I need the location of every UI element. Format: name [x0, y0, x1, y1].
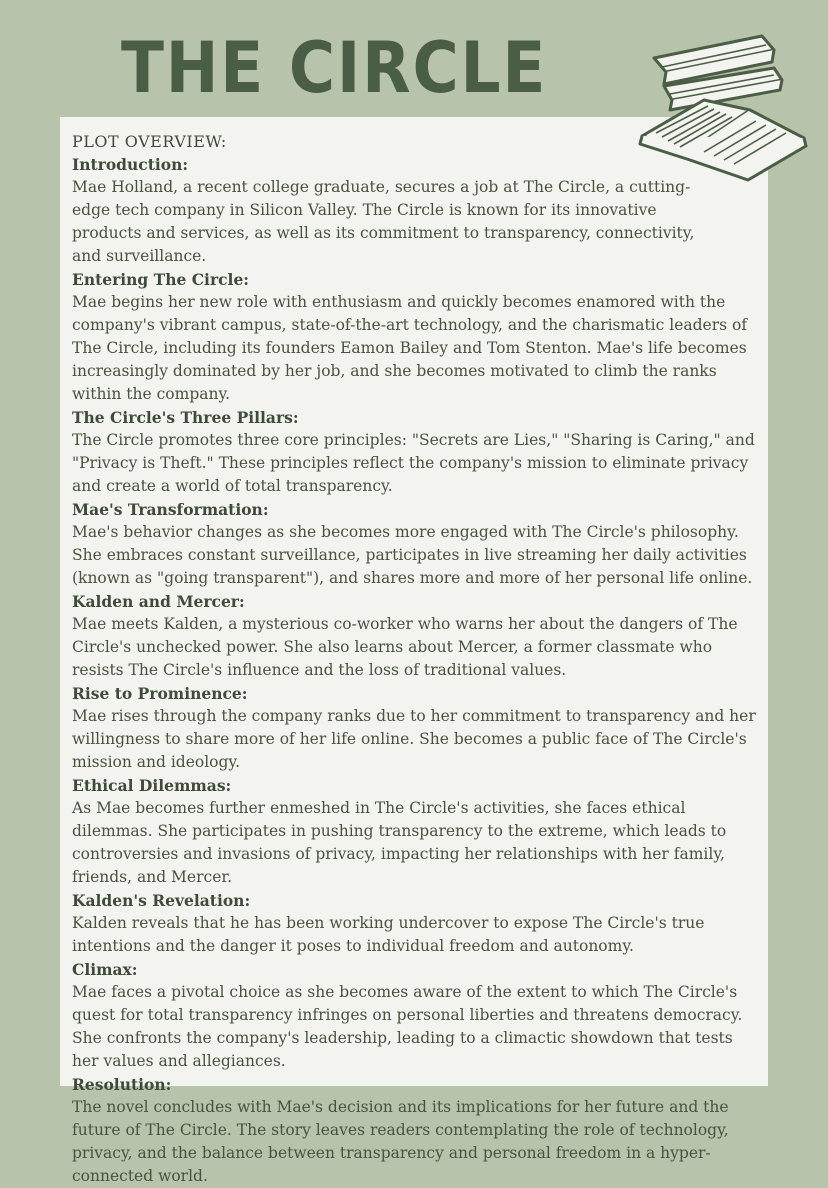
section-heading: Rise to Prominence:	[72, 684, 248, 703]
section-text: The Circle promotes three core principles: "Secrets are Lies," "Sharing is Caring," and "Privacy is Theft." These principles reflect the company's mission to eliminate privacy and create a world of total transparency.	[72, 431, 755, 495]
section-heading: Ethical Dilemmas:	[72, 776, 232, 795]
section-text: Mae rises through the company ranks due to her commitment to transparency and her willingness to share more of her life online. She becomes a public face of The Circle's mission and ideology.	[72, 707, 756, 771]
section-heading: Kalden and Mercer:	[72, 592, 245, 611]
section-heading: Resolution:	[72, 1075, 172, 1094]
section-text: Mae begins her new role with enthusiasm and quickly becomes enamored with the company's vibrant campus, state-of-the-art technology, and the charismatic leaders of The Circle, including its founders Eamon Bailey and Tom Stenton. Mae's life becomes increasingly dominated by her job, and she becomes motivated to climb the ranks within the company.	[72, 293, 748, 403]
section-heading: The Circle's Three Pillars:	[72, 408, 299, 427]
section-text: The novel concludes with Mae's decision and its implications for her future and the future of The Circle. The story leaves readers contemplating the role of technology, privacy, and the balance between transparency and personal freedom in a hyper-connected world.	[72, 1098, 729, 1185]
section-heading: Introduction:	[72, 155, 189, 174]
page-title: THE CIRCLE	[121, 27, 548, 109]
section-text: Kalden reveals that he has been working undercover to expose The Circle's true intentions and the danger it poses to individual freedom and autonomy.	[72, 914, 705, 955]
section-text: Mae Holland, a recent college graduate, secures a job at The Circle, a cutting-edge tech company in Silicon Valley. The Circle is known for its innovative products and services, as well as its commitment to transparency, connectivity, and surveillance.	[72, 178, 695, 265]
section-text: Mae meets Kalden, a mysterious co-worker who warns her about the dangers of The Circle's unchecked power. She also learns about Mercer, a former classmate who resists The Circle's influence and the loss of traditional values.	[72, 615, 738, 679]
section-text: Mae's behavior changes as she becomes more engaged with The Circle's philosophy. She embraces constant surveillance, participates in live streaming her daily activities (known as "going transparent"), and shares more and more of her personal life online.	[72, 523, 753, 587]
section-heading: Mae's Transformation:	[72, 500, 269, 519]
section-heading: Climax:	[72, 960, 138, 979]
section-heading: Entering The Circle:	[72, 270, 250, 289]
section-text: Mae faces a pivotal choice as she becomes aware of the extent to which The Circle's quest for total transparency infringes on personal liberties and threatens democracy. She confronts the company's leadership, leading to a climactic showdown that tests her values and allegiances.	[72, 983, 743, 1070]
overview-heading: PLOT OVERVIEW:	[72, 132, 227, 151]
section-text: As Mae becomes further enmeshed in The Circle's activities, she faces ethical dilemmas. She participates in pushing transparency to the extreme, which leads to controversies and invasions of privacy, impacting her relationships with her family, friends, and Mercer.	[72, 799, 727, 886]
plot-overview-card	[60, 117, 768, 1185]
section-heading: Kalden's Revelation:	[72, 891, 251, 910]
stacked-books-icon	[634, 18, 814, 184]
